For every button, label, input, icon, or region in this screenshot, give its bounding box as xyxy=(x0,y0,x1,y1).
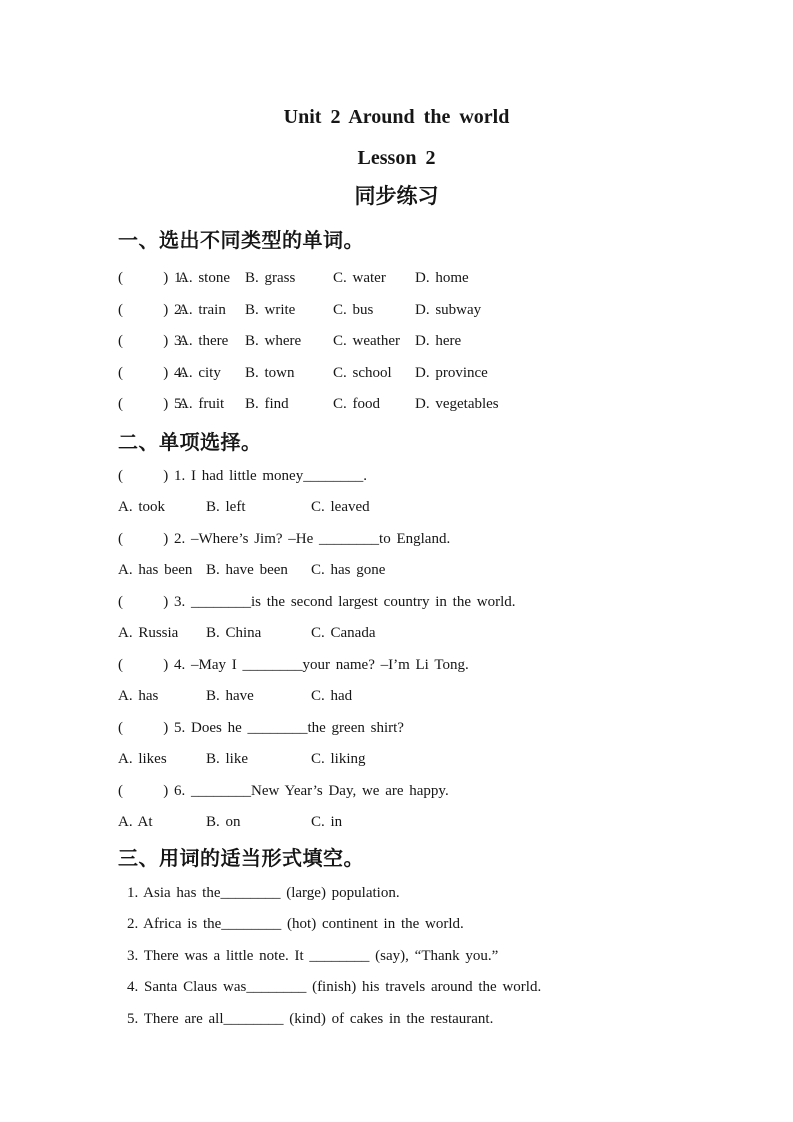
question-row xyxy=(118,713,753,745)
option-a: A. has xyxy=(118,688,159,705)
option-a: A. fruit xyxy=(178,396,225,413)
option-b: B. town xyxy=(245,364,295,381)
question-text: ( ) 3. ________is the second largest country in the world. xyxy=(118,593,516,610)
option-c: C. food xyxy=(333,396,380,413)
option-c: C. school xyxy=(333,364,392,381)
item-text: 5. There are all________ (kind) of cakes in the restaurant. xyxy=(127,1010,494,1027)
answer-bracket: ( ) 4. xyxy=(118,364,186,381)
option-b: B. on xyxy=(206,814,241,831)
option-b: B. like xyxy=(206,751,248,768)
option-c: C. liking xyxy=(311,751,366,768)
question-row xyxy=(118,263,753,295)
fill-blank-item xyxy=(118,878,753,910)
question-row xyxy=(118,358,753,390)
fill-blank-item xyxy=(118,972,753,1004)
option-b: B. grass xyxy=(245,270,296,287)
section-3-heading: 三、用词的适当形式填空。 xyxy=(118,847,364,870)
answer-bracket: ( ) 5. xyxy=(118,396,186,413)
option-c: C. Canada xyxy=(311,625,376,642)
option-b: B. have been xyxy=(206,562,288,579)
option-a: A. city xyxy=(178,364,221,381)
option-b: B. where xyxy=(245,333,302,350)
question-text: ( ) 5. Does he ________the green shirt? xyxy=(118,719,404,736)
option-a: A. At xyxy=(118,814,153,831)
question-row xyxy=(118,524,753,556)
option-a: A. Russia xyxy=(118,625,179,642)
question-row xyxy=(118,587,753,619)
option-b: B. China xyxy=(206,625,262,642)
item-text: 3. There was a little note. It ________ (say), “Thank you.” xyxy=(127,947,499,964)
question-row xyxy=(118,295,753,327)
options-row xyxy=(118,681,753,713)
answer-bracket: ( ) 1. xyxy=(118,270,186,287)
section-2-heading: 二、单项选择。 xyxy=(118,431,262,454)
section-multiple-choice xyxy=(118,429,753,839)
option-b: B. write xyxy=(245,301,296,318)
question-text: ( ) 1. I had little money________. xyxy=(118,467,367,484)
unit-title: Unit 2 Around the world xyxy=(283,106,510,128)
section-word-classification xyxy=(118,227,753,421)
question-text: ( ) 4. –May I ________your name? –I’m Li Tong. xyxy=(118,656,469,673)
item-text: 4. Santa Claus was________ (finish) his travels around the world. xyxy=(127,979,542,996)
option-c: C. water xyxy=(333,270,386,287)
section-fill-blanks xyxy=(118,845,753,1036)
option-d: D. subway xyxy=(415,301,482,318)
options-row xyxy=(118,492,753,524)
option-d: D. here xyxy=(415,333,462,350)
option-a: A. there xyxy=(178,333,229,350)
answer-bracket: ( ) 3. xyxy=(118,333,186,350)
exercise-title: 同步练习 xyxy=(354,185,439,208)
option-c: C. bus xyxy=(333,301,374,318)
options-row xyxy=(118,618,753,650)
option-b: B. left xyxy=(206,499,246,516)
lesson-title: Lesson 2 xyxy=(357,147,436,169)
option-d: D. home xyxy=(415,270,469,287)
option-a: A. has been xyxy=(118,562,193,579)
question-row xyxy=(118,776,753,808)
question-row xyxy=(118,461,753,493)
section-1-heading: 一、选出不同类型的单词。 xyxy=(118,230,364,252)
option-a: A. likes xyxy=(118,751,167,768)
options-row xyxy=(118,744,753,776)
option-d: D. province xyxy=(415,364,488,381)
item-text: 1. Asia has the________ (large) population. xyxy=(127,884,400,901)
item-text: 2. Africa is the________ (hot) continent in the world. xyxy=(127,916,464,933)
option-c: C. had xyxy=(311,688,353,705)
fill-blank-item xyxy=(118,909,753,941)
fill-blank-item xyxy=(118,1004,753,1036)
question-row xyxy=(118,389,753,421)
section-3-rows xyxy=(118,878,753,1036)
option-c: C. weather xyxy=(333,333,400,350)
section-2-rows xyxy=(118,461,753,839)
question-text: ( ) 6. ________New Year’s Day, we are happy. xyxy=(118,782,449,799)
option-b: B. have xyxy=(206,688,254,705)
question-row xyxy=(118,650,753,682)
section-1-rows xyxy=(118,263,753,421)
question-text: ( ) 2. –Where’s Jim? –He ________to England. xyxy=(118,530,451,547)
question-row xyxy=(118,326,753,358)
option-c: C. in xyxy=(311,814,343,831)
options-row xyxy=(118,807,753,839)
option-a: A. took xyxy=(118,499,165,516)
option-a: A. train xyxy=(178,301,226,318)
answer-bracket: ( ) 2. xyxy=(118,301,186,318)
option-c: C. leaved xyxy=(311,499,370,516)
option-a: A. stone xyxy=(178,270,230,287)
option-b: B. find xyxy=(245,396,289,413)
option-d: D. vegetables xyxy=(415,396,499,413)
option-c: C. has gone xyxy=(311,562,386,579)
fill-blank-item xyxy=(118,941,753,973)
options-row xyxy=(118,555,753,587)
